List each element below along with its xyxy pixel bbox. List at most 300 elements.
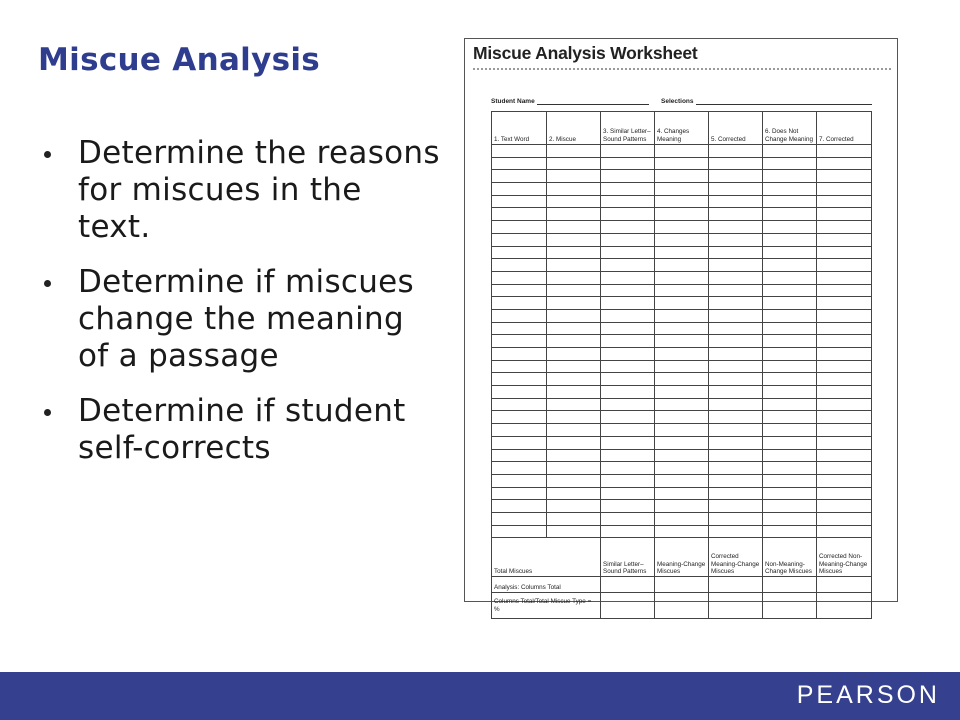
blank-row xyxy=(492,157,872,170)
blank-cell xyxy=(655,512,709,525)
column-header: 3. Similar Letter–Sound Patterns xyxy=(601,112,655,145)
blank-cell xyxy=(709,500,763,513)
blank-cell xyxy=(492,284,547,297)
blank-cell xyxy=(655,297,709,310)
blank-cell xyxy=(655,309,709,322)
column-header: 6. Does Not Change Meaning xyxy=(763,112,817,145)
blank-cell xyxy=(492,233,547,246)
blank-cell xyxy=(817,284,872,297)
blank-cell xyxy=(763,322,817,335)
blank-cell xyxy=(763,221,817,234)
blank-cell xyxy=(763,208,817,221)
blank-cell xyxy=(655,183,709,196)
blank-cell xyxy=(547,449,601,462)
blank-cell xyxy=(817,233,872,246)
blank-cell xyxy=(763,335,817,348)
blank-cell xyxy=(817,309,872,322)
blank-cell xyxy=(601,297,655,310)
blank-cell xyxy=(763,170,817,183)
blank-cell xyxy=(601,157,655,170)
blank-cell xyxy=(709,271,763,284)
blank-cell xyxy=(492,322,547,335)
blank-cell xyxy=(709,145,763,158)
analysis-label: Analysis: Columns Total xyxy=(492,577,601,593)
blank-cell xyxy=(601,398,655,411)
blank-cell xyxy=(492,386,547,399)
totals-cell: Corrected Non-Meaning-Change Miscues xyxy=(817,538,872,577)
selections-line xyxy=(661,97,872,105)
blank-cell xyxy=(492,271,547,284)
blank-cell xyxy=(763,145,817,158)
blank-cell xyxy=(492,348,547,361)
blank-row xyxy=(492,424,872,437)
blank-cell xyxy=(547,436,601,449)
blank-cell xyxy=(817,500,872,513)
blank-row xyxy=(492,233,872,246)
blank-cell xyxy=(709,436,763,449)
bullet-text: Determine the reasons for miscues in the text. xyxy=(78,135,440,245)
blank-cell xyxy=(817,246,872,259)
slide-title: Miscue Analysis xyxy=(38,42,321,78)
blank-cell xyxy=(763,500,817,513)
blank-row xyxy=(492,449,872,462)
blank-cell xyxy=(817,449,872,462)
blank-cell xyxy=(709,309,763,322)
blank-cell xyxy=(547,208,601,221)
pearson-logo: PEARSON xyxy=(796,681,940,709)
blank-cell xyxy=(817,512,872,525)
blank-cell xyxy=(655,284,709,297)
blank-cell xyxy=(601,348,655,361)
blank-cell xyxy=(763,348,817,361)
column-header: 2. Miscue xyxy=(547,112,601,145)
blank-cell xyxy=(601,183,655,196)
worksheet-title: Miscue Analysis Worksheet xyxy=(473,43,698,63)
student-name-label: Student Name xyxy=(491,98,535,105)
analysis-cell xyxy=(601,577,655,593)
selections-rule xyxy=(696,97,872,105)
analysis-cell xyxy=(763,577,817,593)
blank-cell xyxy=(547,309,601,322)
blank-cell xyxy=(709,208,763,221)
blank-cell xyxy=(763,386,817,399)
blank-cell xyxy=(709,297,763,310)
blank-cell xyxy=(601,335,655,348)
blank-cell xyxy=(709,487,763,500)
blank-cell xyxy=(763,233,817,246)
column-header: 7. Corrected xyxy=(817,112,872,145)
blank-cell xyxy=(601,411,655,424)
blank-cell xyxy=(763,360,817,373)
blank-cell xyxy=(547,221,601,234)
blank-cell xyxy=(492,170,547,183)
blank-row xyxy=(492,487,872,500)
columns-total-cell xyxy=(817,593,872,619)
blank-cell xyxy=(655,246,709,259)
blank-cell xyxy=(492,525,547,538)
blank-cell xyxy=(492,487,547,500)
blank-cell xyxy=(763,284,817,297)
bullet-text: Determine if student self-corrects xyxy=(78,393,406,466)
blank-cell xyxy=(817,386,872,399)
blank-cell xyxy=(709,183,763,196)
blank-row xyxy=(492,525,872,538)
blank-cell xyxy=(492,208,547,221)
blank-cell xyxy=(763,398,817,411)
blank-cell xyxy=(763,259,817,272)
blank-cell xyxy=(709,221,763,234)
blank-row xyxy=(492,309,872,322)
blank-cell xyxy=(817,145,872,158)
blank-cell xyxy=(817,411,872,424)
blank-cell xyxy=(492,398,547,411)
blank-row xyxy=(492,474,872,487)
blank-cell xyxy=(601,208,655,221)
columns-total-cell xyxy=(709,593,763,619)
blank-cell xyxy=(492,309,547,322)
blank-cell xyxy=(709,386,763,399)
totals-cell: Corrected Meaning-Change Miscues xyxy=(709,538,763,577)
blank-cell xyxy=(817,474,872,487)
blank-cell xyxy=(601,246,655,259)
worksheet-table xyxy=(491,111,872,619)
blank-cell xyxy=(817,424,872,437)
blank-row xyxy=(492,398,872,411)
blank-cell xyxy=(547,195,601,208)
blank-cell xyxy=(601,474,655,487)
blank-cell xyxy=(817,436,872,449)
blank-row xyxy=(492,170,872,183)
blank-cell xyxy=(709,284,763,297)
bullet-dot-icon xyxy=(44,151,51,158)
blank-row xyxy=(492,322,872,335)
blank-cell xyxy=(709,360,763,373)
blank-cell xyxy=(601,500,655,513)
blank-cell xyxy=(763,487,817,500)
blank-cell xyxy=(763,474,817,487)
blank-cell xyxy=(492,360,547,373)
blank-cell xyxy=(601,360,655,373)
columns-total-row xyxy=(492,593,872,619)
totals-cell: Meaning-Change Miscues xyxy=(655,538,709,577)
bullet-item xyxy=(40,135,440,246)
blank-cell xyxy=(817,183,872,196)
total-miscues-label: Total Miscues xyxy=(492,538,601,577)
columns-total-cell xyxy=(601,593,655,619)
columns-total-cell xyxy=(655,593,709,619)
column-header: 4. Changes Meaning xyxy=(655,112,709,145)
blank-cell xyxy=(763,449,817,462)
blank-cell xyxy=(547,170,601,183)
blank-cell xyxy=(547,348,601,361)
blank-cell xyxy=(655,322,709,335)
blank-cell xyxy=(547,512,601,525)
blank-cell xyxy=(817,195,872,208)
blank-cell xyxy=(817,360,872,373)
header-row xyxy=(492,112,872,145)
blank-cell xyxy=(655,411,709,424)
blank-cell xyxy=(817,525,872,538)
blank-cell xyxy=(655,157,709,170)
blank-row xyxy=(492,208,872,221)
blank-row xyxy=(492,360,872,373)
blank-row xyxy=(492,500,872,513)
blank-cell xyxy=(601,221,655,234)
blank-cell xyxy=(709,411,763,424)
columns-total-label: Columns Total/Total Miscue Type = % xyxy=(492,593,601,619)
blank-cell xyxy=(547,271,601,284)
blank-cell xyxy=(601,449,655,462)
blank-cell xyxy=(709,462,763,475)
blank-cell xyxy=(817,398,872,411)
blank-cell xyxy=(817,208,872,221)
blank-cell xyxy=(817,157,872,170)
blank-cell xyxy=(655,424,709,437)
blank-cell xyxy=(547,373,601,386)
blank-cell xyxy=(763,297,817,310)
blank-cell xyxy=(763,183,817,196)
totals-row xyxy=(492,538,872,577)
blank-cell xyxy=(763,525,817,538)
blank-cell xyxy=(547,157,601,170)
blank-cell xyxy=(492,335,547,348)
blank-cell xyxy=(709,259,763,272)
blank-cell xyxy=(655,462,709,475)
blank-cell xyxy=(601,512,655,525)
blank-cell xyxy=(492,462,547,475)
blank-cell xyxy=(492,259,547,272)
blank-cell xyxy=(655,170,709,183)
blank-cell xyxy=(601,386,655,399)
blank-cell xyxy=(709,195,763,208)
blank-cell xyxy=(601,284,655,297)
bullet-dot-icon xyxy=(44,280,51,287)
blank-cell xyxy=(492,411,547,424)
blank-row xyxy=(492,411,872,424)
blank-cell xyxy=(547,462,601,475)
blank-cell xyxy=(655,449,709,462)
blank-cell xyxy=(492,449,547,462)
blank-cell xyxy=(547,145,601,158)
blank-cell xyxy=(655,386,709,399)
blank-cell xyxy=(709,335,763,348)
blank-cell xyxy=(709,246,763,259)
blank-row xyxy=(492,195,872,208)
blank-cell xyxy=(601,322,655,335)
blank-row xyxy=(492,436,872,449)
blank-cell xyxy=(763,462,817,475)
blank-cell xyxy=(601,271,655,284)
blank-cell xyxy=(709,348,763,361)
blank-cell xyxy=(709,170,763,183)
blank-cell xyxy=(709,373,763,386)
blank-cell xyxy=(709,424,763,437)
column-header: 5. Corrected xyxy=(709,112,763,145)
blank-cell xyxy=(492,221,547,234)
blank-cell xyxy=(817,271,872,284)
blank-row xyxy=(492,246,872,259)
blank-cell xyxy=(547,284,601,297)
blank-cell xyxy=(655,208,709,221)
blank-cell xyxy=(709,233,763,246)
blank-cell xyxy=(601,170,655,183)
blank-row xyxy=(492,297,872,310)
column-header: 1. Text Word xyxy=(492,112,547,145)
blank-cell xyxy=(601,424,655,437)
blank-cell xyxy=(655,500,709,513)
blank-cell xyxy=(601,487,655,500)
bullet-text: Determine if miscues change the meaning of a passage xyxy=(78,264,415,374)
blank-cell xyxy=(763,424,817,437)
blank-cell xyxy=(601,525,655,538)
blank-cell xyxy=(601,373,655,386)
blank-cell xyxy=(492,474,547,487)
student-name-rule xyxy=(537,97,649,105)
blank-cell xyxy=(601,259,655,272)
blank-cell xyxy=(763,436,817,449)
blank-cell xyxy=(709,512,763,525)
blank-cell xyxy=(709,525,763,538)
blank-cell xyxy=(763,195,817,208)
blank-row xyxy=(492,512,872,525)
blank-row xyxy=(492,386,872,399)
blank-cell xyxy=(492,373,547,386)
blank-cell xyxy=(763,157,817,170)
bullet-item xyxy=(40,264,440,375)
blank-cell xyxy=(547,335,601,348)
dotted-divider xyxy=(473,68,891,70)
blank-cell xyxy=(547,360,601,373)
blank-cell xyxy=(547,297,601,310)
blank-cell xyxy=(655,436,709,449)
blank-cell xyxy=(817,259,872,272)
totals-cell: Similar Letter–Sound Patterns xyxy=(601,538,655,577)
blank-cell xyxy=(655,487,709,500)
blank-cell xyxy=(817,462,872,475)
blank-cell xyxy=(601,233,655,246)
blank-row xyxy=(492,348,872,361)
footer-bar xyxy=(0,672,960,720)
blank-cell xyxy=(492,145,547,158)
blank-cell xyxy=(817,322,872,335)
blank-cell xyxy=(547,500,601,513)
blank-cell xyxy=(763,309,817,322)
blank-cell xyxy=(817,487,872,500)
blank-cell xyxy=(817,373,872,386)
blank-cell xyxy=(547,398,601,411)
columns-total-cell xyxy=(763,593,817,619)
analysis-cell xyxy=(817,577,872,593)
blank-row xyxy=(492,221,872,234)
blank-cell xyxy=(547,525,601,538)
blank-cell xyxy=(709,157,763,170)
blank-cell xyxy=(817,221,872,234)
blank-cell xyxy=(655,259,709,272)
blank-cell xyxy=(492,297,547,310)
blank-cell xyxy=(655,221,709,234)
student-name-line xyxy=(491,97,649,105)
blank-row xyxy=(492,183,872,196)
blank-cell xyxy=(601,145,655,158)
analysis-row xyxy=(492,577,872,593)
blank-cell xyxy=(492,183,547,196)
blank-cell xyxy=(601,436,655,449)
blank-cell xyxy=(547,411,601,424)
blank-cell xyxy=(492,195,547,208)
blank-cell xyxy=(763,246,817,259)
blank-cell xyxy=(763,271,817,284)
blank-cell xyxy=(601,462,655,475)
blank-cell xyxy=(817,297,872,310)
blank-row xyxy=(492,259,872,272)
blank-cell xyxy=(601,195,655,208)
analysis-cell xyxy=(655,577,709,593)
totals-cell: Non-Meaning-Change Miscues xyxy=(763,538,817,577)
blank-cell xyxy=(601,309,655,322)
blank-cell xyxy=(817,335,872,348)
blank-cell xyxy=(655,373,709,386)
blank-cell xyxy=(492,436,547,449)
blank-cell xyxy=(655,145,709,158)
blank-cell xyxy=(547,322,601,335)
blank-row xyxy=(492,284,872,297)
bullet-dot-icon xyxy=(44,409,51,416)
blank-cell xyxy=(492,424,547,437)
blank-cell xyxy=(655,271,709,284)
blank-cell xyxy=(655,360,709,373)
blank-row xyxy=(492,462,872,475)
blank-cell xyxy=(817,348,872,361)
blank-cell xyxy=(655,335,709,348)
blank-cell xyxy=(547,246,601,259)
blank-cell xyxy=(655,474,709,487)
blank-cell xyxy=(492,246,547,259)
blank-cell xyxy=(547,474,601,487)
blank-cell xyxy=(709,322,763,335)
blank-cell xyxy=(763,373,817,386)
analysis-cell xyxy=(709,577,763,593)
blank-cell xyxy=(655,233,709,246)
blank-row xyxy=(492,145,872,158)
blank-cell xyxy=(655,398,709,411)
blank-cell xyxy=(547,386,601,399)
bullet-item xyxy=(40,393,440,467)
worksheet-image xyxy=(464,38,898,613)
blank-cell xyxy=(492,512,547,525)
blank-cell xyxy=(547,233,601,246)
bullet-list xyxy=(40,135,440,485)
blank-cell xyxy=(709,474,763,487)
blank-cell xyxy=(709,398,763,411)
blank-row xyxy=(492,335,872,348)
blank-cell xyxy=(655,348,709,361)
blank-cell xyxy=(547,259,601,272)
blank-cell xyxy=(763,411,817,424)
blank-cell xyxy=(709,449,763,462)
blank-cell xyxy=(547,487,601,500)
blank-cell xyxy=(492,500,547,513)
selections-label: Selections xyxy=(661,98,694,105)
blank-cell xyxy=(655,195,709,208)
blank-cell xyxy=(547,183,601,196)
blank-cell xyxy=(817,170,872,183)
blank-cell xyxy=(547,424,601,437)
blank-cell xyxy=(492,157,547,170)
blank-cell xyxy=(655,525,709,538)
blank-cell xyxy=(763,512,817,525)
blank-row xyxy=(492,373,872,386)
blank-row xyxy=(492,271,872,284)
